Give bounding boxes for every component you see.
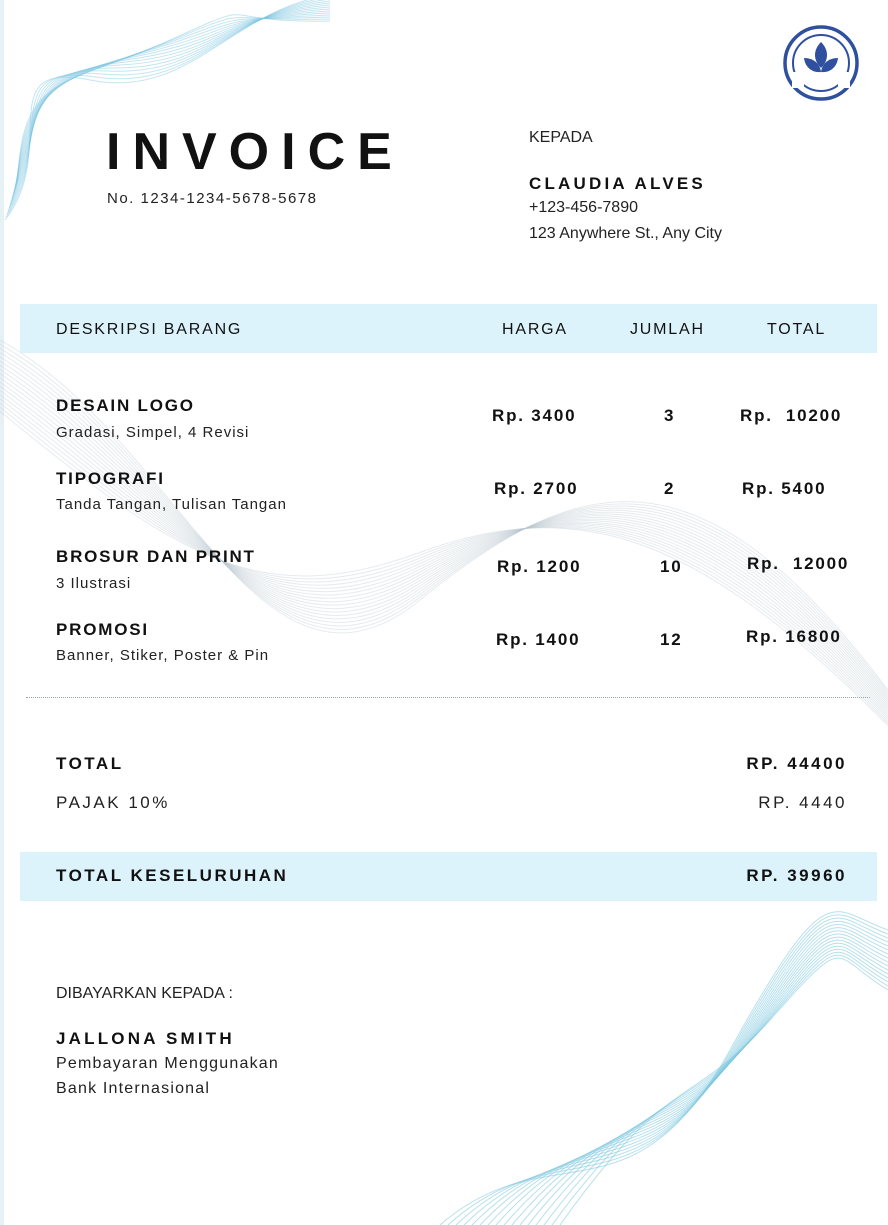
tax-label: PAJAK 10% [56, 793, 170, 812]
item-total: Rp. 16800 [746, 627, 842, 646]
recipient-phone: +123-456-7890 [529, 199, 638, 216]
invoice-number: No. 1234-1234-5678-5678 [107, 190, 318, 207]
payment-label: DIBAYARKAN KEPADA : [56, 985, 233, 1002]
leaf-logo-icon [780, 22, 862, 104]
item-description: 3 Ilustrasi [56, 575, 132, 592]
left-edge-strip [0, 0, 4, 1225]
payee-name: JALLONA SMITH [56, 1029, 235, 1048]
grand-total-label: TOTAL KESELURUHAN [56, 866, 289, 885]
wave-decoration-bottom-right [430, 900, 888, 1225]
wave-decoration-middle [0, 300, 888, 760]
column-header-description: DESKRIPSI BARANG [56, 321, 243, 338]
subtotal-value: RP. 44400 [746, 754, 847, 773]
grand-total-value: RP. 39960 [746, 866, 847, 885]
item-description: Gradasi, Simpel, 4 Revisi [56, 424, 250, 441]
payment-method-line-2: Bank Internasional [56, 1080, 211, 1097]
payment-method-line-1: Pembayaran Menggunakan [56, 1055, 279, 1072]
item-name: PROMOSI [56, 620, 149, 639]
item-quantity: 10 [660, 557, 683, 576]
column-header-price: HARGA [502, 321, 568, 338]
recipient-name: CLAUDIA ALVES [529, 174, 706, 193]
tax-value: RP. 4440 [758, 793, 847, 812]
item-total: Rp. 5400 [742, 479, 827, 498]
item-quantity: 12 [660, 630, 683, 649]
item-description: Banner, Stiker, Poster & Pin [56, 647, 270, 664]
column-header-total: TOTAL [767, 321, 827, 338]
item-price: Rp. 1200 [497, 557, 582, 576]
item-price: Rp. 1400 [496, 630, 581, 649]
item-total: Rp. 10200 [740, 406, 843, 425]
subtotal-label: TOTAL [56, 754, 124, 773]
item-total: Rp. 12000 [747, 554, 850, 573]
item-price: Rp. 3400 [492, 406, 577, 425]
item-name: TIPOGRAFI [56, 469, 165, 488]
table-divider [26, 697, 870, 698]
item-quantity: 3 [664, 406, 676, 425]
recipient-label: KEPADA [529, 129, 593, 146]
column-header-quantity: JUMLAH [630, 321, 705, 338]
item-price: Rp. 2700 [494, 479, 579, 498]
item-name: BROSUR DAN PRINT [56, 547, 256, 566]
invoice-title: INVOICE [106, 123, 404, 181]
item-description: Tanda Tangan, Tulisan Tangan [56, 496, 287, 513]
item-quantity: 2 [664, 479, 676, 498]
item-name: DESAIN LOGO [56, 396, 195, 415]
recipient-address: 123 Anywhere St., Any City [529, 225, 722, 242]
